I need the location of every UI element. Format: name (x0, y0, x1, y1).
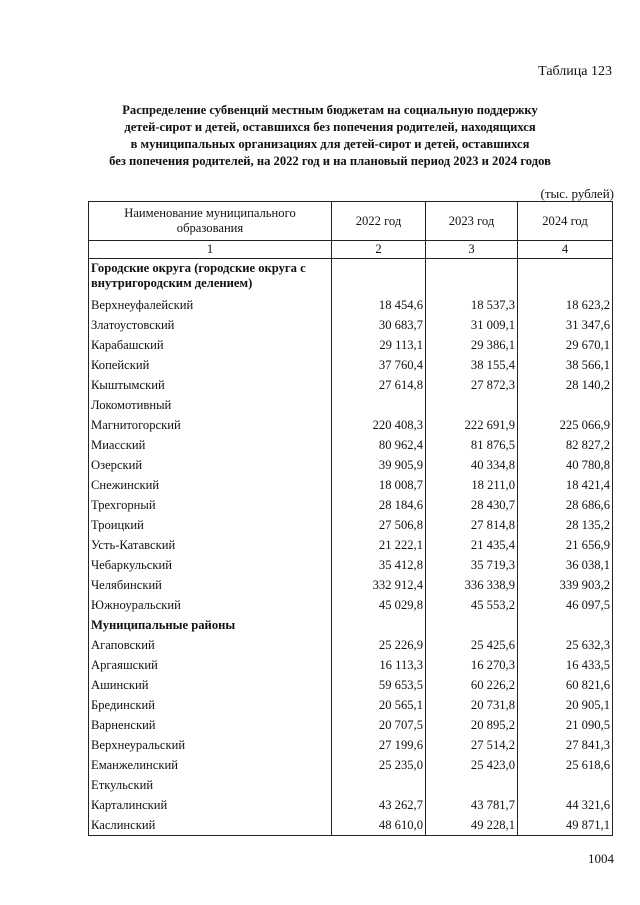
value-2023: 43 781,7 (426, 795, 518, 815)
value-2024 (518, 615, 613, 635)
table-row (89, 815, 613, 836)
value-2023: 27 814,8 (426, 515, 518, 535)
value-2023: 16 270,3 (426, 655, 518, 675)
table-row (89, 775, 613, 795)
value-2022: 28 184,6 (332, 495, 426, 515)
table-row (89, 795, 613, 815)
value-2022: 21 222,1 (332, 535, 426, 555)
municipality-name: Южноуральский (89, 595, 332, 615)
value-2023: 40 334,8 (426, 455, 518, 475)
value-2023: 49 228,1 (426, 815, 518, 836)
value-2024: 40 780,8 (518, 455, 613, 475)
value-2023: 20 731,8 (426, 695, 518, 715)
table-row (89, 295, 613, 315)
municipality-name: Карабашский (89, 335, 332, 355)
title-line: в муниципальных организациях для детей-сирот и детей, оставшихся (130, 137, 530, 151)
value-2022: 30 683,7 (332, 315, 426, 335)
value-2024: 25 632,3 (518, 635, 613, 655)
value-2024: 31 347,6 (518, 315, 613, 335)
value-2024: 225 066,9 (518, 415, 613, 435)
value-2024: 28 686,6 (518, 495, 613, 515)
value-2024: 36 038,1 (518, 555, 613, 575)
municipality-name: Локомотивный (89, 395, 332, 415)
title-line: без попечения родителей, на 2022 год и на плановый период 2023 и 2024 годов (109, 154, 551, 168)
value-2023 (426, 395, 518, 415)
value-2023: 18 211,0 (426, 475, 518, 495)
value-2024 (518, 395, 613, 415)
value-2022: 25 235,0 (332, 755, 426, 775)
value-2023: 20 895,2 (426, 715, 518, 735)
municipality-name: Еткульский (89, 775, 332, 795)
value-2022: 18 008,7 (332, 475, 426, 495)
value-2023: 336 338,9 (426, 575, 518, 595)
header-2023: 2023 год (426, 202, 518, 241)
value-2023: 31 009,1 (426, 315, 518, 335)
value-2024: 18 421,4 (518, 475, 613, 495)
value-2022: 59 653,5 (332, 675, 426, 695)
municipality-name: Верхнеуфалейский (89, 295, 332, 315)
value-2024: 339 903,2 (518, 575, 613, 595)
value-2022 (332, 615, 426, 635)
column-number: 2 (332, 241, 426, 259)
page-number: 1004 (588, 851, 614, 866)
table-row (89, 655, 613, 675)
municipality-name: Каслинский (89, 815, 332, 836)
value-2024: 46 097,5 (518, 595, 613, 615)
municipality-name: Златоустовский (89, 315, 332, 335)
value-2022: 27 199,6 (332, 735, 426, 755)
table-row (89, 755, 613, 775)
value-2022: 37 760,4 (332, 355, 426, 375)
table-row (89, 675, 613, 695)
value-2022: 27 506,8 (332, 515, 426, 535)
title-line: детей-сирот и детей, оставшихся без попечения родителей, находящихся (124, 120, 536, 134)
header-2024: 2024 год (518, 202, 613, 241)
value-2023: 21 435,4 (426, 535, 518, 555)
header-2022: 2022 год (332, 202, 426, 241)
value-2024: 29 670,1 (518, 335, 613, 355)
table-row (89, 415, 613, 435)
table-row (89, 455, 613, 475)
municipality-name: Муниципальные районы (89, 615, 332, 635)
value-2024: 18 623,2 (518, 295, 613, 315)
municipality-name: Варненский (89, 715, 332, 735)
municipality-name: Копейский (89, 355, 332, 375)
municipality-name: Агаповский (89, 635, 332, 655)
municipality-name: Магнитогорский (89, 415, 332, 435)
table-row (89, 515, 613, 535)
value-2023: 45 553,2 (426, 595, 518, 615)
table-row (89, 375, 613, 395)
column-number: 3 (426, 241, 518, 259)
value-2024: 16 433,5 (518, 655, 613, 675)
table-row (89, 535, 613, 555)
value-2022: 45 029,8 (332, 595, 426, 615)
value-2024: 21 090,5 (518, 715, 613, 735)
municipality-name: Озерский (89, 455, 332, 475)
value-2022: 29 113,1 (332, 335, 426, 355)
subventions-table (88, 201, 613, 836)
value-2022 (332, 259, 426, 296)
value-2023: 35 719,3 (426, 555, 518, 575)
value-2022 (332, 775, 426, 795)
value-2023: 222 691,9 (426, 415, 518, 435)
column-number: 1 (89, 241, 332, 259)
value-2023: 27 514,2 (426, 735, 518, 755)
column-number: 4 (518, 241, 613, 259)
municipality-name: Аргаяшский (89, 655, 332, 675)
table-row (89, 695, 613, 715)
value-2022: 18 454,6 (332, 295, 426, 315)
value-2024: 44 321,6 (518, 795, 613, 815)
table-row (89, 495, 613, 515)
value-2023: 81 876,5 (426, 435, 518, 455)
municipality-name: Верхнеуральский (89, 735, 332, 755)
value-2023 (426, 615, 518, 635)
units-label: (тыс. рублей) (540, 186, 614, 201)
table-row (89, 575, 613, 595)
section-row (89, 259, 613, 296)
value-2024: 49 871,1 (518, 815, 613, 836)
value-2024: 25 618,6 (518, 755, 613, 775)
value-2023: 29 386,1 (426, 335, 518, 355)
value-2023: 38 155,4 (426, 355, 518, 375)
section-row (89, 615, 613, 635)
table-row (89, 355, 613, 375)
municipality-name: Трехгорный (89, 495, 332, 515)
table-row (89, 595, 613, 615)
header-row (89, 202, 613, 241)
municipality-name: Кыштымский (89, 375, 332, 395)
municipality-name: Троицкий (89, 515, 332, 535)
value-2022: 20 707,5 (332, 715, 426, 735)
value-2023 (426, 775, 518, 795)
value-2022: 25 226,9 (332, 635, 426, 655)
value-2023: 25 425,6 (426, 635, 518, 655)
table-row (89, 315, 613, 335)
value-2022: 16 113,3 (332, 655, 426, 675)
value-2024: 60 821,6 (518, 675, 613, 695)
value-2024: 28 140,2 (518, 375, 613, 395)
table-row (89, 715, 613, 735)
value-2022 (332, 395, 426, 415)
value-2022: 27 614,8 (332, 375, 426, 395)
value-2024: 38 566,1 (518, 355, 613, 375)
document-title (60, 102, 600, 170)
value-2024: 20 905,1 (518, 695, 613, 715)
value-2023: 25 423,0 (426, 755, 518, 775)
table-row (89, 335, 613, 355)
value-2022: 43 262,7 (332, 795, 426, 815)
value-2022: 39 905,9 (332, 455, 426, 475)
municipality-name: Снежинский (89, 475, 332, 495)
value-2024 (518, 259, 613, 296)
municipality-name: Еманжелинский (89, 755, 332, 775)
municipality-name: Карталинский (89, 795, 332, 815)
column-number-row (89, 241, 613, 259)
title-line: Распределение субвенций местным бюджетам на социальную поддержку (122, 103, 538, 117)
municipality-name: Усть-Катавский (89, 535, 332, 555)
table-row (89, 555, 613, 575)
table-label: Таблица 123 (538, 64, 612, 79)
table-row (89, 635, 613, 655)
municipality-name: Миасский (89, 435, 332, 455)
value-2022: 35 412,8 (332, 555, 426, 575)
value-2023: 60 226,2 (426, 675, 518, 695)
municipality-name: Брединский (89, 695, 332, 715)
value-2022: 220 408,3 (332, 415, 426, 435)
municipality-name: Ашинский (89, 675, 332, 695)
value-2023: 18 537,3 (426, 295, 518, 315)
table-row (89, 435, 613, 455)
municipality-name: Чебаркульский (89, 555, 332, 575)
value-2024: 28 135,2 (518, 515, 613, 535)
value-2022: 80 962,4 (332, 435, 426, 455)
table-row (89, 475, 613, 495)
value-2024 (518, 775, 613, 795)
value-2022: 332 912,4 (332, 575, 426, 595)
value-2023: 28 430,7 (426, 495, 518, 515)
municipality-name: Челябинский (89, 575, 332, 595)
table-row (89, 735, 613, 755)
value-2023: 27 872,3 (426, 375, 518, 395)
table-row (89, 395, 613, 415)
value-2023 (426, 259, 518, 296)
table-body (89, 259, 613, 836)
value-2024: 27 841,3 (518, 735, 613, 755)
value-2024: 82 827,2 (518, 435, 613, 455)
header-name: Наименование муниципального образования (89, 202, 332, 241)
value-2022: 48 610,0 (332, 815, 426, 836)
municipality-name: Городские округа (городские округа с внутригородским делением) (89, 259, 332, 296)
value-2022: 20 565,1 (332, 695, 426, 715)
value-2024: 21 656,9 (518, 535, 613, 555)
